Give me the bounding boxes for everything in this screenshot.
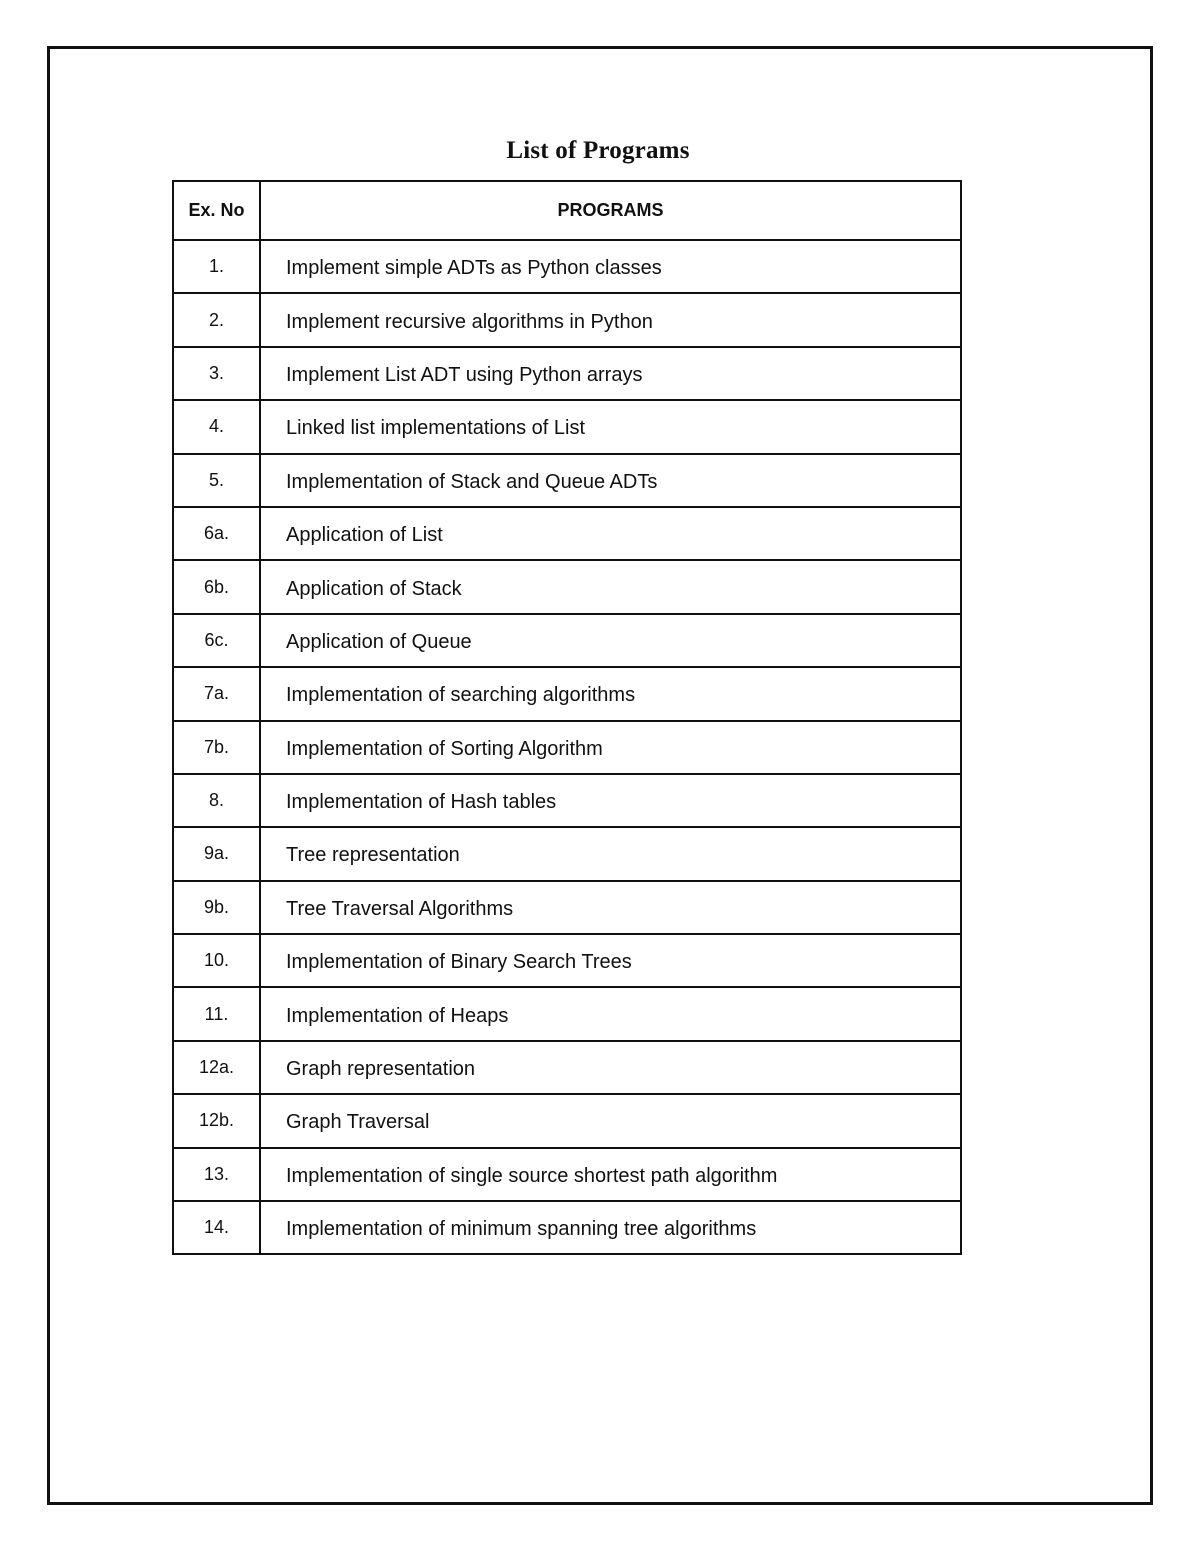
ex-no-cell: 1. (173, 240, 260, 293)
table-row (173, 881, 961, 934)
table-row (173, 614, 961, 667)
ex-no-cell: 12a. (173, 1041, 260, 1094)
ex-no-cell: 6a. (173, 507, 260, 560)
table-body (173, 240, 961, 1254)
table-row (173, 827, 961, 880)
program-cell: Implement recursive algorithms in Python (260, 293, 961, 346)
program-cell: Implementation of Hash tables (260, 774, 961, 827)
table-header-row (173, 181, 961, 240)
table-header (173, 181, 961, 240)
ex-no-cell: 4. (173, 400, 260, 453)
ex-no-cell: 6b. (173, 560, 260, 613)
table-row (173, 347, 961, 400)
ex-no-cell: 12b. (173, 1094, 260, 1147)
program-cell: Application of List (260, 507, 961, 560)
header-ex-no: Ex. No (173, 181, 260, 240)
ex-no-cell: 7a. (173, 667, 260, 720)
program-cell: Application of Queue (260, 614, 961, 667)
table-row (173, 721, 961, 774)
table-row (173, 454, 961, 507)
ex-no-cell: 3. (173, 347, 260, 400)
program-cell: Application of Stack (260, 560, 961, 613)
ex-no-cell: 11. (173, 987, 260, 1040)
ex-no-cell: 9b. (173, 881, 260, 934)
table-row (173, 987, 961, 1040)
program-cell: Graph representation (260, 1041, 961, 1094)
page-title: List of Programs (506, 137, 690, 164)
program-cell: Implementation of Binary Search Trees (260, 934, 961, 987)
table-row (173, 507, 961, 560)
ex-no-cell: 5. (173, 454, 260, 507)
program-cell: Implementation of single source shortest path algorithm (260, 1148, 961, 1201)
program-cell: Implementation of minimum spanning tree algorithms (260, 1201, 961, 1254)
program-cell: Linked list implementations of List (260, 400, 961, 453)
table-row (173, 560, 961, 613)
program-cell: Implementation of Heaps (260, 987, 961, 1040)
ex-no-cell: 8. (173, 774, 260, 827)
table-row (173, 1148, 961, 1201)
ex-no-cell: 9a. (173, 827, 260, 880)
table-row (173, 240, 961, 293)
program-cell: Implement simple ADTs as Python classes (260, 240, 961, 293)
program-cell: Implementation of searching algorithms (260, 667, 961, 720)
table-row (173, 293, 961, 346)
program-cell: Implement List ADT using Python arrays (260, 347, 961, 400)
table-row (173, 1041, 961, 1094)
table-row (173, 1094, 961, 1147)
table-row (173, 1201, 961, 1254)
ex-no-cell: 7b. (173, 721, 260, 774)
table-row (173, 934, 961, 987)
ex-no-cell: 10. (173, 934, 260, 987)
program-cell: Tree Traversal Algorithms (260, 881, 961, 934)
ex-no-cell: 2. (173, 293, 260, 346)
table-row (173, 667, 961, 720)
program-cell: Implementation of Sorting Algorithm (260, 721, 961, 774)
ex-no-cell: 6c. (173, 614, 260, 667)
ex-no-cell: 14. (173, 1201, 260, 1254)
program-cell: Tree representation (260, 827, 961, 880)
ex-no-cell: 13. (173, 1148, 260, 1201)
header-programs: PROGRAMS (260, 181, 961, 240)
program-cell: Implementation of Stack and Queue ADTs (260, 454, 961, 507)
program-cell: Graph Traversal (260, 1094, 961, 1147)
programs-table (172, 180, 962, 1255)
table-row (173, 400, 961, 453)
table-row (173, 774, 961, 827)
